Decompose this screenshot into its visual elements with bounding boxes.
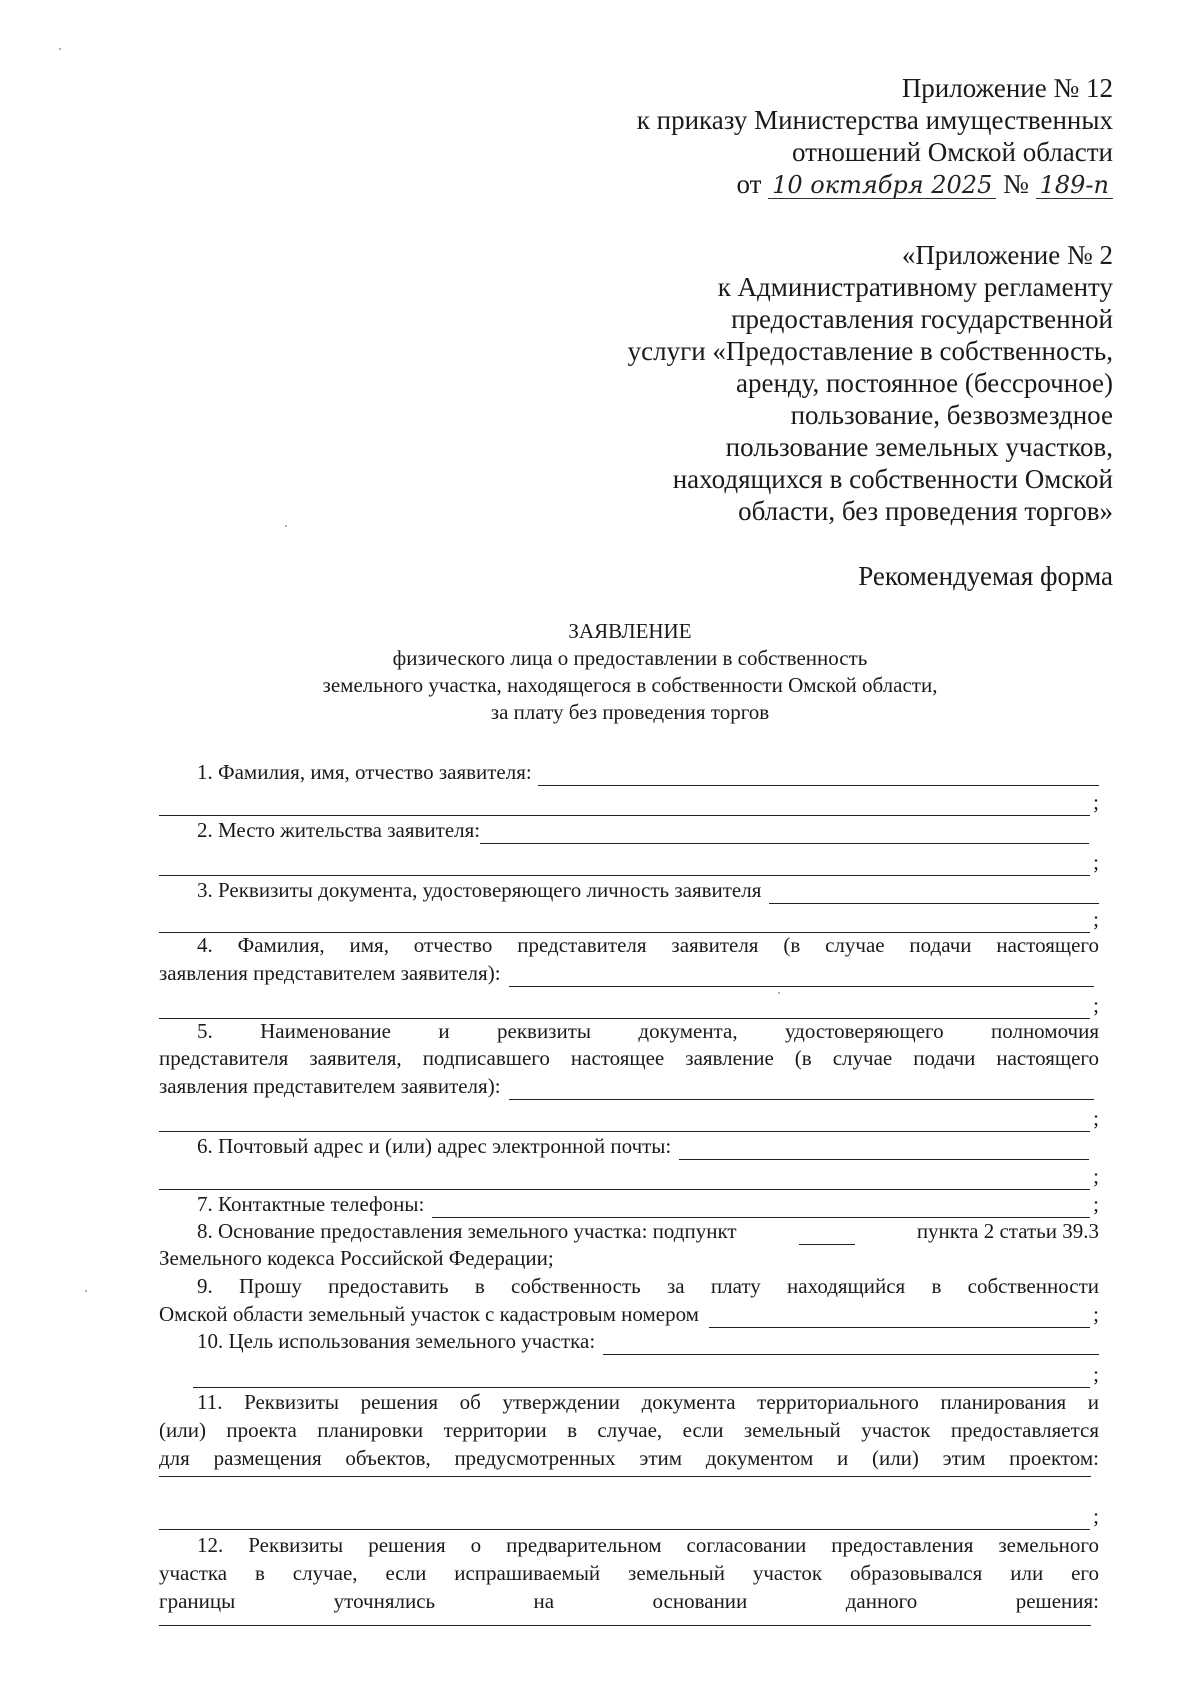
field-1-label: 1. Фамилия, имя, отчество заявителя: [197,760,532,784]
field-2-continuation [159,849,1099,876]
semicolon: ; [1093,1362,1099,1386]
field-3-input-line-2[interactable] [159,912,1090,933]
appendix-2-block [628,239,1113,527]
field-2-input-line[interactable] [480,823,1089,844]
field-2-input-line-2[interactable] [159,855,1090,876]
field-8-label-a: 8. Основание предоставления земельного участка: подпункт [197,1219,737,1243]
title-line: земельного участка, находящегося в собственности Омской области, [322,673,938,697]
appendix-2-line: аренду, постоянное (бессрочное) [736,368,1113,398]
field-10-purpose [159,1328,1099,1355]
field-4-input-line[interactable] [509,966,1094,987]
field-1-continuation [159,789,1099,816]
appendix-2-line: к Административному регламенту [717,272,1113,302]
field-5-continuation [159,1105,1099,1132]
field-11-input-line[interactable] [159,1476,1091,1477]
field-7-label: 7. Контактные телефоны: [197,1192,425,1216]
recommended-form-label: Рекомендуемая форма [858,561,1113,591]
semicolon: ; [1093,1164,1099,1188]
ministry-name: отношений Омской области [791,137,1113,167]
field-6-input-line-2[interactable] [159,1169,1090,1190]
scan-speck [778,992,780,994]
appendix-2-line: предоставления государственной [731,304,1113,334]
field-4-input-line-2[interactable] [159,998,1090,1019]
field-2-residence [159,817,1089,844]
field-4-label-line-1: 4. Фамилия, имя, отчество представителя заявителя (в случае подачи настоящего [197,933,1099,957]
order-reference: к приказу Министерства имущественных [636,105,1113,135]
order-header [637,72,1113,200]
semicolon: ; [1093,1192,1099,1216]
title-line: физического лица о предоставлении в собственность [392,646,868,670]
field-5-input-line-2[interactable] [159,1111,1090,1132]
field-9-input-line[interactable] [709,1307,1090,1328]
semicolon: ; [1093,1106,1099,1130]
field-1-applicant-name [159,759,1099,786]
field-11-label-line-3: для размещения объектов, предусмотренных этим документом и (или) этим проектом: [159,1446,1099,1470]
field-5-input-line[interactable] [509,1079,1094,1100]
handwritten-date: 10 октября 2025 [768,172,996,199]
field-12-input-line[interactable] [159,1625,1091,1626]
appendix-2-line: «Приложение № 2 [901,240,1113,270]
semicolon: ; [1093,1504,1099,1528]
scan-speck [85,1290,87,1292]
field-5-authority-document [159,1073,1094,1100]
semicolon: ; [1093,790,1099,814]
field-2-label: 2. Место жительства заявителя: [197,818,481,842]
field-12-label-line-1: 12. Реквизиты решения о предварительном согласовании предоставления земельного [197,1533,1099,1557]
appendix-2-line: пользование земельных участков, [725,432,1113,462]
field-10-input-line-2[interactable] [193,1367,1090,1388]
field-10-continuation [193,1361,1099,1388]
field-5-label-line-1: 5. Наименование и реквизиты документа, удостоверяющего полномочия [197,1019,1099,1043]
field-1-input-line-2[interactable] [159,795,1090,816]
field-3-input-line[interactable] [769,883,1099,904]
appendix-2-line: услуги «Предоставление в собственность, [627,336,1113,366]
field-4-label-line-2: заявления представителем заявителя): [159,961,501,985]
semicolon: ; [1093,993,1099,1017]
field-11-input-line-2[interactable] [159,1509,1090,1530]
application-title [160,618,1100,726]
field-8-label-b: пункта 2 статьи 39.3 [916,1219,1099,1243]
field-4-representative-name [159,960,1094,987]
number-prefix: № [1003,169,1029,199]
field-8-subparagraph-input[interactable] [799,1224,855,1245]
field-3-label: 3. Реквизиты документа, удостоверяющего личность заявителя [197,878,762,902]
semicolon: ; [1093,850,1099,874]
field-3-identity-document [159,877,1099,904]
field-11-label-line-2: (или) проекта планировки территории в случае, если земельный участок предоставляется [159,1418,1099,1442]
field-10-input-line[interactable] [603,1334,1099,1355]
field-12-label-line-3: границы уточнялись на основании данного решения: [159,1589,1099,1613]
field-7-input-line[interactable] [432,1197,1090,1218]
field-6-continuation [159,1163,1099,1190]
appendix-2-line: области, без проведения торгов» [738,496,1113,526]
field-8-basis [159,1218,1099,1245]
scan-speck [59,48,61,50]
field-3-continuation [159,906,1099,933]
field-11-label-line-1: 11. Реквизиты решения об утверждении документа территориального планирования и [197,1390,1099,1414]
field-5-label-line-2: представителя заявителя, подписавшего настоящее заявление (в случае подачи настоящего [159,1046,1099,1070]
title-line: за плату без проведения торгов [490,700,770,724]
handwritten-number: 189-п [1036,172,1113,199]
field-12-label-line-2: участка в случае, если испрашиваемый земельный участок образовывался или его [159,1561,1099,1585]
field-6-input-line[interactable] [679,1139,1089,1160]
field-9-label-line-2: Омской области земельный участок с кадастровым номером [159,1302,699,1326]
appendix-number: Приложение № 12 [901,73,1113,103]
field-9-cadastral-number [159,1301,1099,1328]
field-1-input-line[interactable] [538,765,1099,786]
field-8-label-line-2: Земельного кодекса Российской Федерации; [159,1246,554,1270]
appendix-2-line: находящихся в собственности Омской [672,464,1113,494]
field-9-label-line-1: 9. Прошу предоставить в собственность за плату находящийся в собственности [197,1274,1099,1298]
title-heading: ЗАЯВЛЕНИЕ [568,619,692,643]
order-date-line [637,168,1113,200]
semicolon: ; [1093,907,1099,931]
scan-speck [285,525,287,527]
appendix-2-line: пользование, безвозмездное [790,400,1113,430]
field-5-label-line-3: заявления представителем заявителя): [159,1074,501,1098]
semicolon: ; [1093,1302,1099,1326]
field-7-phones [159,1191,1099,1218]
field-4-continuation [159,992,1099,1019]
field-11-continuation [159,1503,1099,1530]
field-6-postal-email [159,1133,1089,1160]
field-10-label: 10. Цель использования земельного участка: [197,1329,596,1353]
recommended-form-block [858,560,1113,592]
date-prefix: от [736,169,762,199]
field-6-label: 6. Почтовый адрес и (или) адрес электронной почты: [197,1134,672,1158]
